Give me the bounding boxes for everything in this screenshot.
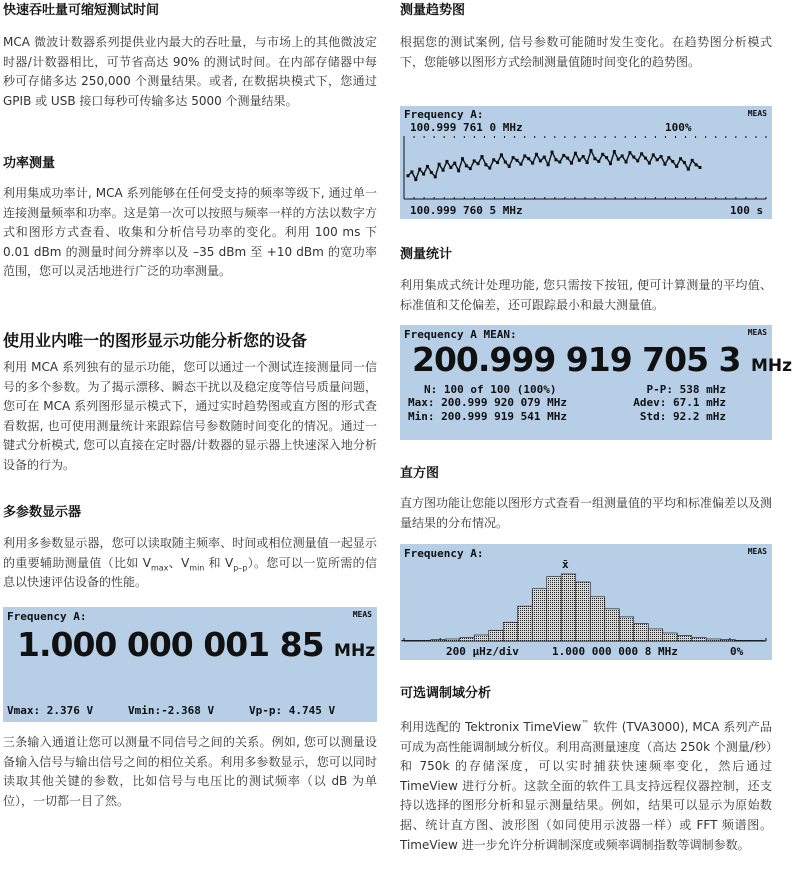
- trend-point: [453, 162, 456, 165]
- histogram-heading: 直方图: [400, 466, 440, 481]
- power-body: 利用集成功率计, MCA 系列能够在任何受支持的频率等级下, 通过单一连接测量频率和功率。这是第一次可以按照与频率一样的方法以数字方式和图形方式查看、收集和分析信号功率的变化。利用 100 ms 下 0.01 dBm 的测量时间分辨率以及 –35 dBm 至 +10 dBm 的宽功率范围，您可以灵活地进行广泛的功率测量。: [3, 186, 377, 279]
- pp-readout: P-P: 538 mHz: [646, 383, 726, 396]
- trend-section: [400, 3, 772, 72]
- trend-point: [492, 158, 495, 161]
- trend-point: [586, 161, 589, 164]
- modulation-section: [400, 686, 772, 855]
- histogram-bar: [445, 639, 460, 641]
- multi-body-part-d: ）。您可以一览所需的信息以快速评估设备的性能。: [3, 555, 377, 590]
- trend-point: [605, 156, 608, 159]
- meas-indicator: MEAS: [747, 328, 767, 337]
- trend-point: [644, 157, 647, 160]
- histogram-bar: [750, 640, 765, 641]
- trend-point: [539, 159, 542, 162]
- trend-point: [531, 162, 534, 165]
- trend-point: [527, 157, 530, 160]
- vmin-subscript: min: [189, 562, 205, 572]
- trend-point: [418, 168, 421, 171]
- histogram-section: [400, 466, 772, 533]
- trend-point: [442, 169, 445, 172]
- trend-point: [480, 155, 483, 158]
- trend-point: [516, 159, 519, 162]
- vmax-readout: Vmax: 2.376 V: [7, 704, 94, 717]
- trend-point: [663, 163, 666, 166]
- trend-point: [601, 153, 604, 156]
- vmax-subscript: max: [150, 562, 169, 572]
- trend-point: [617, 158, 620, 161]
- statistics-display: [400, 325, 792, 440]
- power-heading: 功率测量: [3, 156, 56, 171]
- histogram-bar: [619, 617, 634, 641]
- trend-point: [512, 156, 515, 159]
- trend-point: [683, 161, 686, 164]
- histogram-bar: [634, 624, 649, 641]
- trend-point: [496, 161, 499, 164]
- trend-point: [699, 166, 702, 169]
- trend-point: [597, 160, 600, 163]
- trend-point: [691, 159, 694, 162]
- trend-chart: [400, 106, 772, 219]
- trend-point: [621, 154, 624, 157]
- trend-point: [652, 153, 655, 156]
- frequency-readout: [17, 625, 375, 664]
- trend-point: [473, 159, 476, 162]
- lcd-label: Frequency A:: [404, 547, 484, 560]
- trend-point: [628, 151, 631, 154]
- trend-point: [414, 178, 417, 181]
- multi-body: [3, 534, 377, 593]
- meas-indicator: MEAS: [352, 610, 372, 619]
- trend-point: [523, 154, 526, 157]
- analyze-heading: 使用业内唯一的图形显示功能分析您的设备: [3, 331, 308, 350]
- lcd-label: Frequency A MEAN:: [404, 328, 517, 341]
- trend-bottom-value: 100.999 760 5 MHz: [410, 204, 523, 217]
- histogram-bar: [605, 609, 620, 641]
- modulation-body: [400, 714, 772, 855]
- multi-body-part-c: 和 V: [204, 555, 234, 570]
- multi-parameter-display: [3, 607, 377, 722]
- trend-point: [656, 158, 659, 161]
- trend-heading: 测量趋势图: [400, 3, 466, 18]
- trend-point: [648, 162, 651, 165]
- trend-point: [582, 155, 585, 158]
- trend-point: [434, 175, 437, 178]
- trend-point: [465, 164, 468, 167]
- trend-point: [430, 171, 433, 174]
- trend-point: [667, 156, 670, 159]
- trend-point: [410, 170, 413, 173]
- trend-percent: 100%: [665, 121, 692, 134]
- trend-point: [457, 169, 460, 172]
- throughput-section: [3, 3, 377, 111]
- trend-point: [640, 152, 643, 155]
- trend-point: [593, 157, 596, 160]
- histogram-center: 1.000 000 000 8 MHz: [552, 645, 678, 658]
- trend-body: 根据您的测试案例, 信号参数可能随时发生变化。在趋势图分析模式下，您能够以图形方式绘制测量值随时间变化的趋势图。: [400, 35, 772, 69]
- trend-point: [519, 163, 522, 166]
- trend-point: [504, 161, 507, 164]
- multi-section: [3, 505, 377, 593]
- histogram-bar: [518, 606, 533, 641]
- trend-point: [484, 163, 487, 166]
- power-section: [3, 156, 377, 282]
- mean-unit: MHz: [751, 356, 792, 376]
- histogram-bar: [532, 589, 547, 641]
- sample-count: N: 100 of 100 (100%): [424, 383, 557, 396]
- trend-point: [609, 162, 612, 165]
- trend-point: [675, 165, 678, 168]
- trend-point: [570, 162, 573, 165]
- trend-point: [547, 163, 550, 166]
- trend-point: [566, 157, 569, 160]
- histogram-bar: [460, 638, 475, 641]
- histogram-bar: [648, 629, 663, 641]
- histogram-bar: [576, 582, 591, 641]
- throughput-heading: 快速吞吐量可缩短测试时间: [3, 3, 160, 18]
- trend-series-line: [408, 150, 700, 179]
- trend-display: [400, 106, 772, 219]
- trend-point: [449, 166, 452, 169]
- trend-point: [636, 159, 639, 162]
- trend-point: [445, 160, 448, 163]
- trend-point: [469, 167, 472, 170]
- trend-point: [554, 158, 557, 161]
- trend-point: [578, 159, 581, 162]
- histogram-chart: [400, 544, 772, 660]
- trend-point: [438, 163, 441, 166]
- trend-point: [488, 167, 491, 170]
- histogram-bar: [431, 640, 446, 641]
- histogram-bar: [692, 638, 707, 641]
- meas-indicator: MEAS: [747, 109, 767, 118]
- histogram-bar: [489, 630, 504, 641]
- mean-marker: x̄: [562, 558, 569, 571]
- histogram-bar: [547, 577, 562, 641]
- analyze-section: [3, 331, 377, 476]
- histogram-bar: [663, 633, 678, 641]
- stats-heading: 测量统计: [400, 247, 453, 262]
- trend-point: [543, 156, 546, 159]
- histogram-bar: [590, 597, 605, 641]
- histogram-display: [400, 544, 772, 660]
- multi-body-part-a: 利用多参数显示器，您可以读取随主频率、时间或相位测量值一起显示的重要辅助测量值（比如 V: [3, 536, 377, 570]
- frequency-value: 1.000 000 001 85: [17, 625, 324, 664]
- trend-point: [407, 174, 410, 177]
- analyze-body: 利用 MCA 系列独有的显示功能，您可以通过一个测试连接测量同一信号的多个参数。为了揭示漂移、瞬态干扰以及稳定度等信号质量问题，您可在 MCA 系列图形显示模式下，通过实时趋势图或直方图的形式查看数据, 也可使用测量统计来跟踪信号参数随时间变化的情况。通过一键式分析模式, 您可以直接在定时器/计数器的显示器上快速深入地分析设备的行为。: [3, 360, 377, 472]
- trend-point: [422, 173, 425, 176]
- stats-body: 利用集成式统计处理功能, 您只需按下按钮, 便可计算测量的平均值、标准值和艾伦偏差，还可跟踪最小和最大测量值。: [400, 278, 772, 312]
- trademark-mark: ™: [581, 719, 590, 728]
- histogram-bar: [474, 635, 489, 641]
- adev-readout: Adev: 67.1 mHz: [633, 396, 726, 409]
- max-readout: Max: 200.999 920 079 MHz: [408, 396, 567, 409]
- multi-heading: 多参数显示器: [3, 505, 82, 520]
- trend-point: [695, 163, 698, 166]
- histogram-bar: [677, 636, 692, 641]
- trend-point: [671, 160, 674, 163]
- trend-point: [632, 156, 635, 159]
- stats-section: [400, 247, 772, 315]
- trend-point: [562, 154, 565, 157]
- modulation-body-part-b: 软件 (TVA3000), MCA 系列产品可成为高性能调制域分析仪。利用高测量速度（高达 250k 个测量/秒）和 750k 的存储深度，可以实时捕获快速频率变化，然后通过 TimeView 进行分析。这款全面的软件工具支持远程仪器控制，还支持以选择的图形分析和显示测量结果。例如，结果可以显示为原始数据、统计直方图、波形图（如同使用示波器一样）或 FFT 频谱图。TimeView 进一步允许分析调制深度或频率调制指数等调制参数。: [400, 720, 772, 852]
- trend-top-value: 100.999 761 0 MHz: [410, 121, 523, 134]
- vpp-subscript: p–p: [233, 562, 248, 572]
- lcd-label: Frequency A:: [404, 108, 484, 121]
- trend-point: [589, 149, 592, 152]
- histogram-bar: [416, 640, 431, 641]
- trend-point: [477, 162, 480, 165]
- trend-time: 100 s: [730, 204, 764, 217]
- histogram-bar: [561, 574, 576, 641]
- mean-value: 200.999 919 705 3: [412, 340, 741, 379]
- trend-point: [558, 161, 561, 164]
- trend-point: [551, 151, 554, 154]
- vmin-readout: Vmin:-2.368 V: [128, 704, 215, 717]
- trend-point: [426, 165, 429, 168]
- mean-readout: [412, 340, 792, 379]
- trend-point: [679, 157, 682, 160]
- multi-body-part-b: 、V: [168, 555, 190, 570]
- trend-point: [660, 155, 663, 158]
- histogram-percent: 0%: [730, 645, 744, 658]
- multi-after-body: 三条输入通道让您可以测量不同信号之间的关系。例如, 您可以测量设备输入信号与输出信号之间的相位关系。利用多参数显示，您可以同时读取其他关键的参数，比如信号与电压比的测试频率（以 dB 为单位），一切都一目了然。: [3, 735, 377, 808]
- min-readout: Min: 200.999 919 541 MHz: [408, 410, 567, 423]
- histogram-bar: [721, 640, 736, 641]
- frequency-unit: MHz: [334, 641, 376, 661]
- throughput-body: MCA 微波计数器系列提供业内最大的吞吐量，与市场上的其他微波定时器/计数器相比，可节省高达 90% 的测试时间。在内部存储器中每秒可存储多达 250,000 个测量结果。或者, 在数据块模式下，您通过 GPIB 或 USB 接口每秒可传输多达 5000 个测量结果。: [3, 35, 377, 108]
- trend-point: [508, 165, 511, 168]
- trend-point: [613, 150, 616, 153]
- trend-point: [535, 153, 538, 156]
- histogram-body: 直方图功能让您能以图形方式查看一组测量值的平均和标准偏差以及测量结果的分布情况。: [400, 496, 773, 530]
- meas-indicator: MEAS: [747, 547, 767, 556]
- histogram-bar: [402, 640, 417, 641]
- trend-point: [500, 153, 503, 156]
- multi-after-section: [3, 733, 377, 811]
- histogram-bar: [503, 622, 518, 641]
- trend-point: [625, 161, 628, 164]
- trend-point: [461, 157, 464, 160]
- trend-point: [574, 152, 577, 155]
- vpp-readout: Vp-p: 4.745 V: [249, 704, 336, 717]
- lcd-label: Frequency A:: [7, 610, 87, 623]
- histogram-scale: 200 µHz/div: [446, 645, 519, 658]
- modulation-heading: 可选调制域分析: [400, 686, 492, 701]
- std-readout: Std: 92.2 mHz: [639, 410, 726, 423]
- histogram-bar: [706, 639, 721, 641]
- trend-point: [687, 168, 690, 171]
- modulation-body-part-a: 利用选配的 Tektronix TimeView: [400, 720, 582, 734]
- histogram-bar: [735, 640, 750, 641]
